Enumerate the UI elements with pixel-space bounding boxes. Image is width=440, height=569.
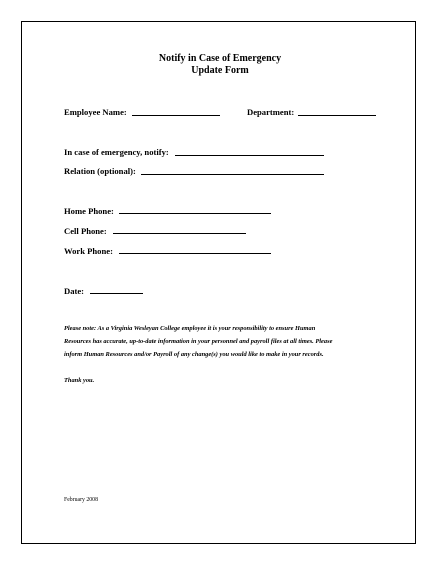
footer-date: February 2008 [64,497,98,503]
note-line-1: Please note: As a Virginia Wesleyan College employee it is your responsibility to ensure Human [64,325,316,332]
work-phone-field[interactable] [119,253,271,254]
note-line-2: Resources has accurate, up-to-date information in your personnel and payroll files at all times. Please [64,338,333,345]
note-line-3: inform Human Resources and/or Payroll of any change(s) you would like to make in your records. [64,351,324,358]
thank-you-text: Thank you. [64,377,95,384]
date-field[interactable] [90,293,143,294]
form-border [21,21,416,544]
relation-label: Relation (optional): [64,166,136,176]
form-title-line-1: Notify in Case of Emergency [158,53,282,64]
emergency-notify-field[interactable] [175,155,324,156]
relation-field[interactable] [141,174,324,175]
employee-name-field[interactable] [132,115,220,116]
employee-name-label: Employee Name: [64,107,127,117]
form-title-line-2: Update Form [191,65,249,76]
date-label: Date: [64,286,85,296]
department-field[interactable] [298,115,376,116]
department-label: Department: [247,107,295,117]
responsibility-note [64,322,384,361]
work-phone-label: Work Phone: [64,246,113,256]
home-phone-field[interactable] [119,213,271,214]
cell-phone-field[interactable] [113,233,246,234]
home-phone-label: Home Phone: [64,206,114,216]
cell-phone-label: Cell Phone: [64,226,107,236]
emergency-notify-label: In case of emergency, notify: [64,147,169,157]
